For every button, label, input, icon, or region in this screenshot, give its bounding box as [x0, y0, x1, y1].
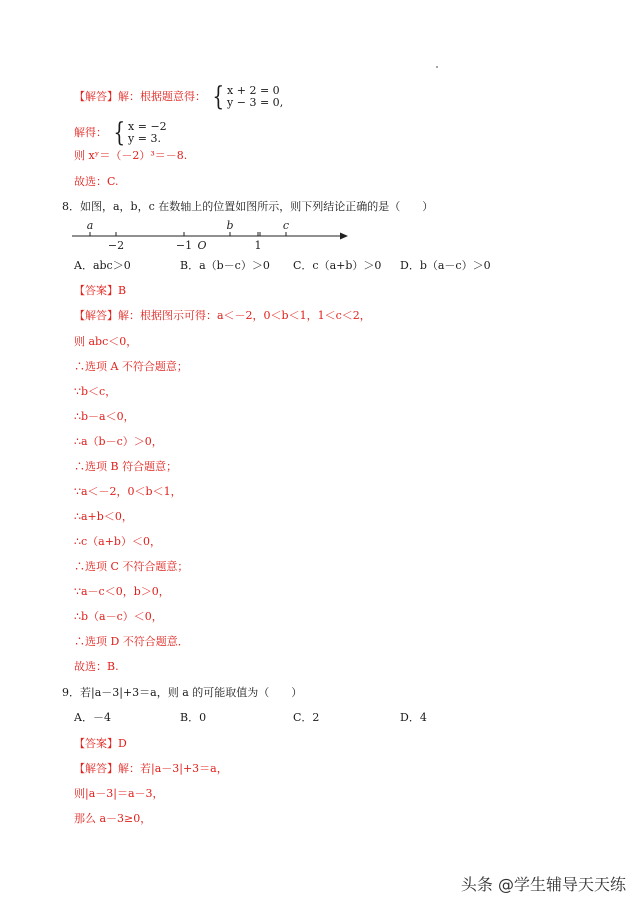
solution-step: ∴选项 B 符合题意；	[74, 460, 178, 473]
q7-solution-line	[74, 84, 283, 110]
solution-step: ∴a（b－c）＞0，	[74, 435, 163, 448]
punctuation: .	[157, 132, 161, 145]
q8-option-a: A．abc＞0	[74, 259, 131, 272]
tick-label: 1	[254, 239, 262, 252]
tick-label: −1	[175, 239, 193, 252]
q9-option-c: C．2	[293, 711, 320, 724]
solution-label: 【解答】	[74, 309, 118, 322]
solution-step: ∵b＜c，	[74, 385, 117, 398]
tick-label: O	[197, 239, 207, 252]
punctuation: ,	[279, 96, 284, 109]
solve-text: 解得：	[74, 126, 107, 139]
q8-option-c: C．c（a+b）＞0	[293, 259, 382, 272]
point-label: c	[282, 219, 290, 232]
q9-question: 9．若|a－3|+3＝a，则 a 的可能取值为（ ）	[62, 686, 303, 699]
stray-dot	[436, 66, 438, 68]
solution-step: ∴选项 C 不符合题意；	[74, 560, 189, 573]
solution-label: 【解答】	[74, 762, 118, 775]
tick-label: −2	[107, 239, 125, 252]
q8-option-d: D．b（a－c）＞0	[400, 259, 491, 272]
q7-solve-line	[74, 120, 167, 146]
number-line	[70, 218, 360, 254]
solution-text: 解：根据图示可得：a＜－2，0＜b＜1，1＜c＜2，	[118, 309, 371, 322]
solution-label: 【解答】	[74, 90, 118, 103]
solution-step: ∴选项 A 不符合题意；	[74, 360, 188, 373]
answer-value: D	[118, 737, 127, 750]
solution-step: ∴c（a+b）＜0，	[74, 535, 161, 548]
answer-label: 【答案】	[74, 737, 118, 750]
answer-label: 【答案】	[74, 284, 118, 297]
solution-step: ∵a＜－2，0＜b＜1，	[74, 485, 182, 498]
equation-row: x + 2 = 0	[227, 84, 280, 97]
answer-value: B	[118, 284, 127, 297]
q7-choose-line: 故选：C.	[74, 175, 119, 188]
solution-step: 则|a－3|＝a－3，	[74, 787, 164, 800]
solution-text: 解：若|a－3|+3＝a，	[118, 762, 228, 775]
q8-answer-line	[74, 283, 126, 299]
solution-step: ∴b－a＜0，	[74, 410, 135, 423]
q9-option-a: A．－4	[74, 711, 111, 724]
equation-row: x = −2	[128, 120, 167, 133]
axis-arrow	[340, 233, 348, 240]
equation-system-1: { x + 2 = 0 y − 3 = 0,	[211, 82, 284, 112]
q9-option-d: D．4	[400, 711, 427, 724]
point-label: a	[86, 219, 94, 232]
solution-step: ∵a－c＜0，b＞0，	[74, 585, 170, 598]
solution-step: ∴b（a－c）＜0，	[74, 610, 163, 623]
point-label: b	[226, 219, 234, 232]
equation-system-2: { x = −2 y = 3.	[112, 118, 167, 148]
watermark: 头条 @学生辅导天天练	[460, 875, 626, 894]
q8-option-b: B．a（b－c）＞0	[180, 259, 270, 272]
solution-step: ∴选项 D 不符合题意．	[74, 635, 189, 648]
solution-step: 那么 a－3≥0，	[74, 812, 152, 825]
solution-step: ∴a+b＜0，	[74, 510, 133, 523]
q9-solution-line	[74, 761, 228, 777]
q8-solution-line	[74, 308, 371, 324]
solution-step: 故选：B.	[74, 660, 119, 673]
q7-then-line: 则 xʸ＝（－2）³＝－8.	[74, 149, 188, 162]
q9-answer-line	[74, 736, 127, 752]
q9-option-b: B．0	[180, 711, 207, 724]
solution-step: 则 abc＜0，	[74, 335, 138, 348]
q8-question: 8．如图，a，b，c 在数轴上的位置如图所示，则下列结论正确的是（ ）	[62, 200, 434, 213]
solution-text: 解：根据题意得：	[118, 90, 206, 103]
equation-row: y = 3	[128, 132, 158, 145]
equation-row: y − 3 = 0	[227, 96, 280, 109]
